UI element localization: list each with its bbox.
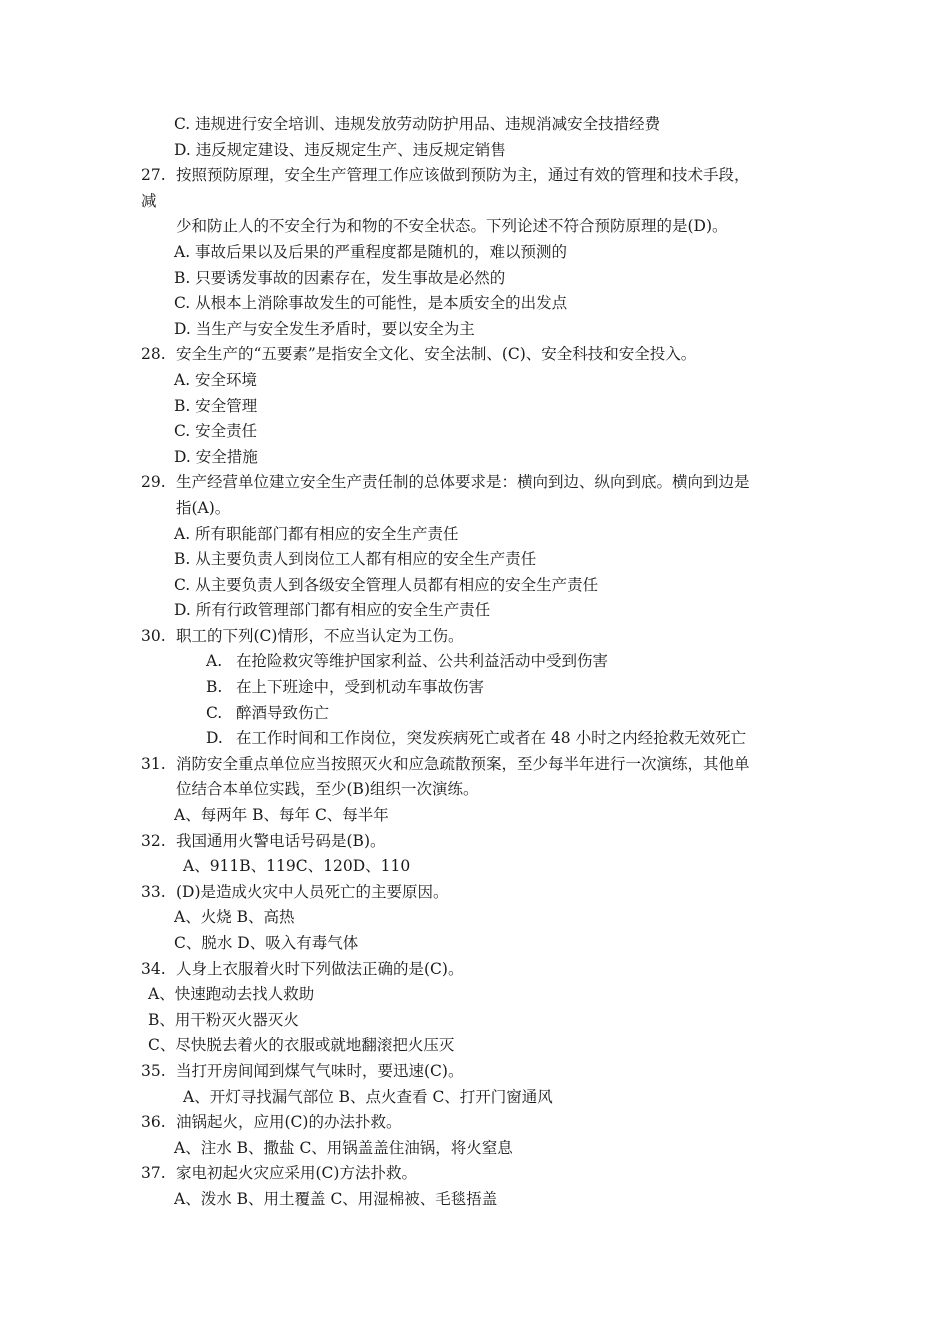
- question-27: [0, 163, 950, 189]
- question-30: [0, 624, 950, 650]
- option-b: B、用干粉灭火器灭火: [148, 1010, 299, 1029]
- question-text: 我国通用火警电话号码是(B)。: [176, 831, 386, 850]
- question-33: [0, 880, 950, 906]
- question-text: 当打开房间闻到煤气气味时，要迅速(C)。: [176, 1061, 464, 1080]
- option-c: C. 从主要负责人到各级安全管理人员都有相应的安全生产责任: [174, 575, 599, 594]
- options-inline: A、注水 B、撒盐 C、用锅盖盖住油锅，将火窒息: [174, 1138, 513, 1157]
- option-text: 醉酒导致伤亡: [236, 703, 330, 722]
- question-text: 油锅起火，应用(C)的办法扑救。: [176, 1113, 402, 1132]
- text-line: [0, 649, 950, 675]
- text-line: [0, 598, 950, 624]
- text-line: [0, 240, 950, 266]
- question-36: [0, 1110, 950, 1136]
- question-29: [0, 470, 950, 496]
- question-number: 36.: [141, 1113, 166, 1132]
- text-line: [0, 522, 950, 548]
- question-number: 27.: [141, 166, 166, 185]
- question-number: 32.: [141, 831, 166, 850]
- text-line: [0, 982, 950, 1008]
- question-text: 人身上衣服着火时下列做法正确的是(C)。: [176, 959, 464, 978]
- text-line: [0, 905, 950, 931]
- text-line: [0, 368, 950, 394]
- text-line: [0, 573, 950, 599]
- options-inline: A、开灯寻找漏气部位 B、点火查看 C、打开门窗通风: [183, 1087, 553, 1106]
- question-text: 消防安全重点单位应当按照灭火和应急疏散预案，至少每半年进行一次演练，其他单: [176, 754, 750, 773]
- question-number: 35.: [141, 1061, 166, 1080]
- question-37: [0, 1161, 950, 1187]
- question-text-wrap: 减: [141, 191, 157, 210]
- text-line: [0, 701, 950, 727]
- text-line: [0, 291, 950, 317]
- options-inline: A、每两年 B、每年 C、每半年: [174, 806, 389, 825]
- question-34: [0, 957, 950, 983]
- text-line: [0, 777, 950, 803]
- question-text-continued: 少和防止人的不安全行为和物的不安全状态。下列论述不符合预防原理的是(D)。: [176, 217, 728, 236]
- question-text: (D)是造成火灾中人员死亡的主要原因。: [176, 882, 449, 901]
- question-32: [0, 829, 950, 855]
- text-line: [0, 419, 950, 445]
- options-inline: C、脱水 D、吸入有毒气体: [174, 934, 359, 952]
- text-line: [0, 394, 950, 420]
- option-a: A. 事故后果以及后果的严重程度都是随机的，难以预测的: [174, 242, 568, 261]
- text-line: [0, 803, 950, 829]
- question-text: 按照预防原理，安全生产管理工作应该做到预防为主，通过有效的管理和技术手段，: [176, 166, 750, 185]
- option-a: A. 所有职能部门都有相应的安全生产责任: [174, 524, 459, 543]
- text-line: [0, 496, 950, 522]
- text-line: [0, 931, 950, 957]
- text-line: [0, 726, 950, 752]
- option-c: C. 安全责任: [174, 422, 258, 441]
- option-b: B. 从主要负责人到岗位工人都有相应的安全生产责任: [174, 550, 537, 569]
- options-inline: A、火烧 B、高热: [174, 908, 295, 927]
- text-line: [0, 1008, 950, 1034]
- question-number: 31.: [141, 754, 166, 773]
- option-a: A、快速跑动去找人救助: [148, 985, 315, 1004]
- text-line: [0, 445, 950, 471]
- text-line: [0, 317, 950, 343]
- question-text-continued: 指(A)。: [176, 498, 231, 517]
- text-line: [0, 854, 950, 880]
- option-letter: A.: [206, 652, 223, 671]
- option-letter: D.: [206, 729, 223, 748]
- text-line: [0, 1187, 950, 1213]
- question-text: 生产经营单位建立安全生产责任制的总体要求是：横向到边、纵向到底。横向到边是: [176, 473, 750, 492]
- option-text: 在抢险救灾等维护国家利益、公共利益活动中受到伤害: [236, 652, 609, 671]
- option-letter: B.: [206, 678, 223, 697]
- question-number: 34.: [141, 959, 166, 978]
- text-line: [0, 112, 950, 138]
- option-a: A. 安全环境: [174, 370, 258, 389]
- question-35: [0, 1059, 950, 1085]
- option-letter: C.: [206, 703, 223, 722]
- option-d: D. 安全措施: [174, 447, 258, 466]
- question-number: 30.: [141, 626, 166, 645]
- option-b: B. 只要诱发事故的因素存在，发生事故是必然的: [174, 268, 506, 287]
- option-b: B. 安全管理: [174, 396, 258, 415]
- question-text: 家电初起火灾应采用(C)方法扑救。: [176, 1164, 417, 1183]
- text-line: [0, 1033, 950, 1059]
- question-number: 33.: [141, 882, 166, 901]
- option-c: C. 从根本上消除事故发生的可能性，是本质安全的出发点: [174, 294, 568, 313]
- text-line: [0, 138, 950, 164]
- text-line: [0, 266, 950, 292]
- option-d: D. 当生产与安全发生矛盾时，要以安全为主: [174, 319, 475, 338]
- question-31: [0, 752, 950, 778]
- option-text: 在上下班途中，受到机动车事故伤害: [236, 678, 485, 697]
- question-28: [0, 342, 950, 368]
- question-number: 29.: [141, 473, 166, 492]
- document-page: [0, 112, 950, 1213]
- question-text: 安全生产的“五要素”是指安全文化、安全法制、(C)、安全科技和安全投入。: [176, 345, 697, 364]
- text-line: [0, 1136, 950, 1162]
- question-text: 职工的下列(C)情形，不应当认定为工伤。: [176, 626, 464, 645]
- question-number: 28.: [141, 345, 166, 364]
- text-line: [0, 1085, 950, 1111]
- options-inline: A、911B、119C、120D、110: [183, 857, 411, 876]
- option-c: C. 违规进行安全培训、违规发放劳动防护用品、违规消减安全技措经费: [174, 115, 661, 133]
- question-number: 37.: [141, 1164, 166, 1183]
- option-d: D. 违反规定建设、违反规定生产、违反规定销售: [174, 140, 506, 159]
- text-line: [0, 675, 950, 701]
- question-text-continued: 位结合本单位实践，至少(B)组织一次演练。: [176, 780, 479, 799]
- option-c: C、尽快脱去着火的衣服或就地翻滚把火压灭: [148, 1036, 455, 1055]
- text-line: [0, 189, 950, 215]
- option-d: D. 所有行政管理部门都有相应的安全生产责任: [174, 601, 491, 620]
- text-line: [0, 214, 950, 240]
- text-line: [0, 547, 950, 573]
- options-inline: A、泼水 B、用土覆盖 C、用湿棉被、毛毯捂盖: [174, 1189, 498, 1208]
- option-text: 在工作时间和工作岗位，突发疾病死亡或者在 48 小时之内经抢救无效死亡: [236, 729, 747, 748]
